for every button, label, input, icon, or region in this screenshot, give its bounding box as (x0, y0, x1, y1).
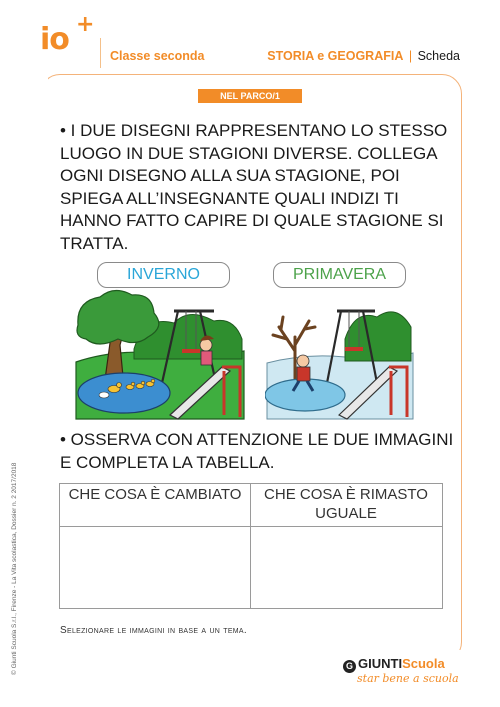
brand-name-scuola: Scuola (402, 656, 445, 671)
frame-mask-left (33, 70, 48, 670)
table-header-unchanged: CHE COSA È RIMASTO UGUALE (264, 486, 428, 522)
io-logo-plus: + (76, 12, 95, 37)
io-logo: io (40, 22, 69, 57)
giunti-g-icon: G (343, 660, 356, 673)
instruction-1: • I DUE DISEGNI RAPPRESENTANO LO STESSO LUOGO IN DUE STAGIONI DIVERSE. COLLEGA OGNI DISEGNO ALLA SUA STAGIONE, POI SPIEGA ALL’INSEGNANTE QUALI INDIZI TI HANNO FATTO CAPIRE DI QUALE STAGIONE SI TRATTA. (60, 121, 448, 253)
table-header-divider (59, 526, 443, 527)
table-header-changed: CHE COSA È CAMBIATO (68, 486, 242, 503)
instruction-2: • OSSERVA CON ATTENZIONE LE DUE IMMAGINI E COMPLETA LA TABELLA. (60, 430, 454, 472)
season-label-spring[interactable]: PRIMAVERA (273, 262, 406, 288)
brand-name: GIUNTI (358, 656, 403, 671)
copyright-notice: © Giunti Scuola S.r.l., Firenze - La Vita scolastica, Dossier n. 2 2017/2018 (11, 462, 18, 675)
header-separator: | (408, 49, 413, 63)
spring-park-illustration[interactable] (74, 287, 246, 421)
class-label: Classe seconda (110, 49, 205, 63)
subject-label: STORIA e GEOGRAFIA (267, 49, 404, 63)
header-divider (100, 38, 101, 68)
footnote: Selezionare le immagini in base a un tema. (60, 625, 247, 636)
section-badge: NEL PARCO/1 (198, 89, 302, 103)
header-subject (267, 49, 460, 63)
giunti-scuola-logo (343, 656, 445, 673)
winter-park-illustration[interactable] (265, 287, 415, 421)
season-label-winter[interactable]: INVERNO (97, 262, 230, 288)
brand-tagline: star bene a scuola (357, 672, 459, 685)
sheet-label: Scheda (417, 49, 460, 63)
